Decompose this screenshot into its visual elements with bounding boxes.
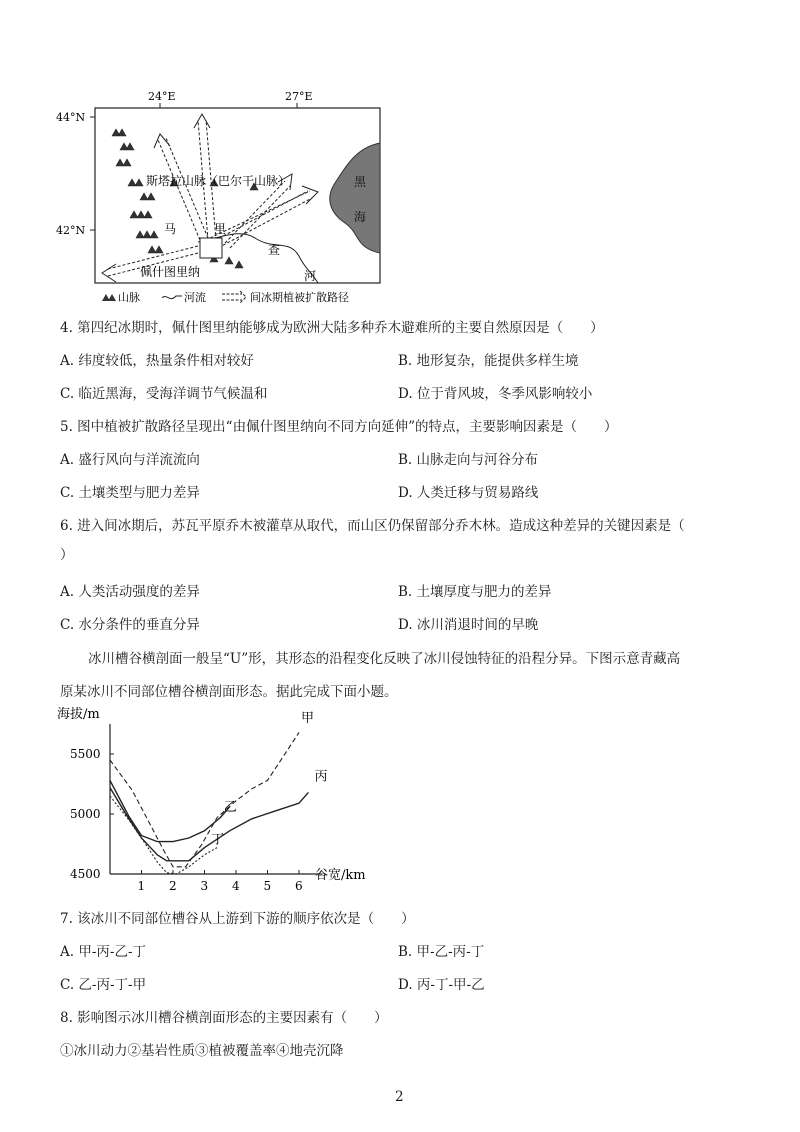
series-line-1: [110, 732, 299, 866]
question-7-stem: 7. 该冰川不同部位槽谷从上游到下游的顺序依次是（ ）: [60, 911, 415, 927]
series-label-4: 丁: [211, 832, 225, 848]
x-tick-label: 3: [200, 879, 209, 893]
x-axis-label: 谷宽/km: [315, 868, 366, 883]
river-label-1: 马: [164, 222, 177, 236]
question-5-option-d: D. 人类迁移与贸易路线: [398, 485, 539, 501]
lon-label-24: 24°E: [148, 90, 176, 103]
x-tick-label: 6: [295, 879, 303, 893]
river-label-3: 查: [268, 243, 281, 257]
intro-line-1: 冰川槽谷横剖面一般呈“U”形，其形态的沿程变化反映了冰川侵蚀特征的沿程分异。下图示意青藏高: [88, 651, 681, 667]
place-label: 佩什图里纳: [140, 265, 201, 279]
question-6-option-b: B. 土壤厚度与肥力的差异: [398, 584, 552, 600]
question-8-stem: 8. 影响图示冰川槽谷横剖面形态的主要因素有（ ）: [60, 1010, 388, 1026]
legend-path-icon: [222, 291, 246, 303]
lat-label-42: 42°N: [56, 224, 86, 237]
x-tick-label: 2: [169, 879, 177, 893]
valley-profile-chart: [55, 706, 395, 896]
x-tick-label: 5: [263, 879, 272, 893]
legend-river-icon: [162, 296, 182, 299]
river-label-4: 河: [304, 269, 317, 283]
legend-river: 河流: [184, 291, 206, 304]
legend-mountain: 山脉: [118, 291, 140, 304]
x-tick-label: 1: [137, 879, 146, 893]
vegetation-dispersal-map: [50, 88, 390, 310]
x-tick-label: 4: [232, 879, 240, 893]
y-axis-label: 海拔/m: [57, 707, 100, 722]
legend-mountain-icon: [102, 294, 116, 301]
question-6-stem-line1: 6. 进入间冰期后，苏瓦平原乔木被灌草从取代，而山区仍保留部分乔木林。造成这种差异的关键因素是（: [60, 518, 685, 534]
legend-path: 间冰期植被扩散路径: [250, 291, 349, 304]
y-tick-label: 5000: [70, 807, 101, 821]
sea-label-2: 海: [354, 210, 367, 224]
question-6-option-a: A. 人类活动强度的差异: [60, 584, 200, 600]
question-5-stem: 5. 图中植被扩散路径呈现出“由佩什图里纳向不同方向延伸”的特点，主要影响因素是（ ）: [60, 419, 618, 435]
question-7-option-d: D. 丙-丁-甲-乙: [398, 977, 485, 993]
map-legend: [102, 290, 349, 304]
y-tick-label: 5500: [70, 747, 101, 761]
question-7-option-b: B. 甲-乙-丙-丁: [398, 944, 485, 960]
lon-label-27: 27°E: [285, 90, 313, 103]
question-4-option-d: D. 位于背风坡，冬季风影响较小: [398, 386, 593, 402]
question-6-option-d: D. 冰川消退时间的早晚: [398, 617, 539, 633]
river-label-2: 里: [214, 222, 227, 236]
mountain-range-label: 斯塔拉山脉（巴尔干山脉）: [146, 174, 291, 188]
peshturina-box: [200, 238, 222, 258]
series-line-4: [110, 796, 217, 874]
question-4-option-c: C. 临近黑海，受海洋调节气候温和: [60, 386, 268, 402]
series-label-1: 甲: [301, 711, 315, 726]
series-line-3: [110, 788, 308, 861]
intro-line-2: 原某冰川不同部位槽谷横剖面形态。据此完成下面小题。: [60, 684, 398, 700]
question-6-option-c: C. 水分条件的垂直分异: [60, 617, 200, 633]
question-4-option-a: A. 纬度较低，热量条件相对较好: [60, 353, 254, 369]
question-6-stem-line2: ）: [60, 547, 74, 563]
page-number: 2: [395, 1089, 404, 1105]
question-4-stem: 4. 第四纪冰期时，佩什图里纳能够成为欧洲大陆多种乔木避难所的主要自然原因是（ ）: [60, 320, 604, 336]
question-5-option-b: B. 山脉走向与河谷分布: [398, 452, 539, 468]
series-label-3: 丙: [314, 769, 328, 785]
y-tick-label: 4500: [70, 867, 101, 881]
question-5-option-c: C. 土壤类型与肥力差异: [60, 485, 200, 501]
question-5-option-a: A. 盛行风向与洋流流向: [60, 452, 200, 468]
question-8-items: ①冰川动力②基岩性质③植被覆盖率④地壳沉降: [60, 1043, 344, 1059]
question-7-option-a: A. 甲-丙-乙-丁: [60, 944, 147, 960]
sea-label-1: 黑: [354, 175, 367, 189]
question-4-option-b: B. 地形复杂，能提供多样生境: [398, 353, 579, 369]
lat-label-44: 44°N: [56, 111, 86, 124]
question-7-option-c: C. 乙-丙-丁-甲: [60, 977, 147, 993]
series-label-2: 乙: [223, 799, 237, 815]
